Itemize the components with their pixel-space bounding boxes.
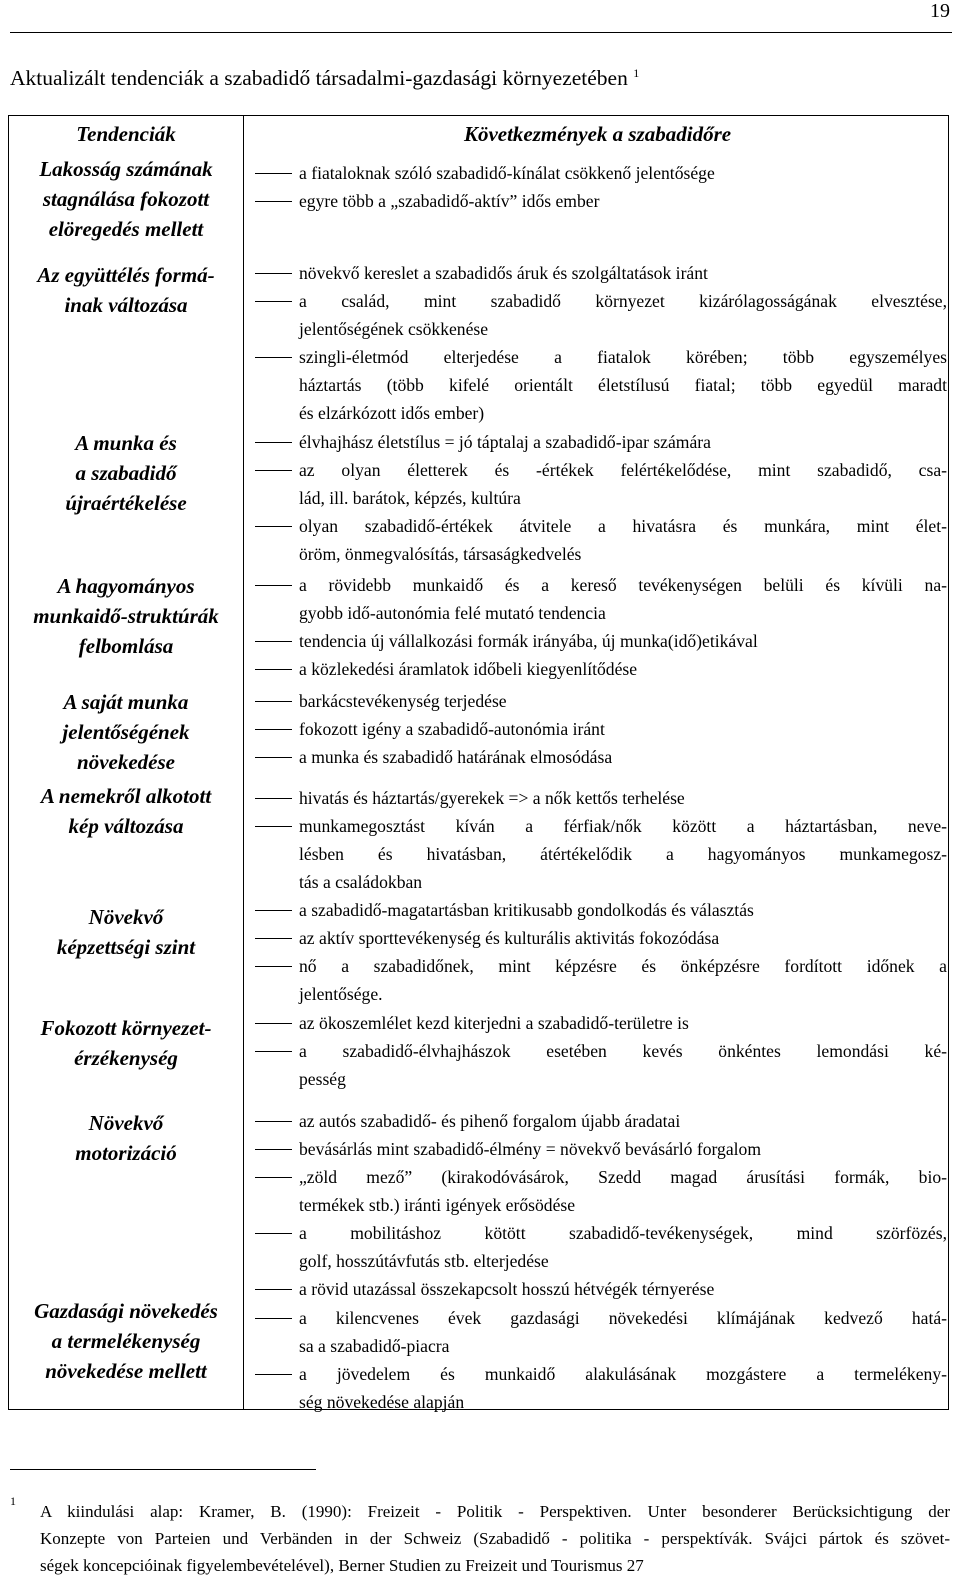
consequence-line: termékek stb.) iránti igények erősödése <box>299 1195 576 1215</box>
tendency-line: Fokozott környezet- <box>40 1016 212 1040</box>
consequence-line: golf, hosszútávfutás stb. elterjedése <box>299 1251 549 1271</box>
consequence-item <box>249 952 947 1008</box>
dash-bullet <box>255 585 292 586</box>
consequence-item <box>249 1107 947 1135</box>
consequence-line: az autós szabadidő- és pihenő forgalom újabb áradatai <box>299 1111 681 1131</box>
tendency-cell <box>9 1013 243 1073</box>
consequence-line: a szabadidő-élvhajhászok esetében kevés önkéntes lemondási ké- <box>299 1041 947 1061</box>
tendency-line: A nemekről alkotott <box>40 784 212 808</box>
consequence-item <box>249 784 947 812</box>
tendency-line: képzettségi szint <box>56 935 196 959</box>
consequence-line: pesség <box>299 1069 346 1089</box>
consequence-line: nő a szabadidőnek, mint képzésre és önképzésre fordított időnek a <box>299 956 947 976</box>
tendency-cell <box>9 1296 243 1386</box>
dash-bullet <box>255 757 292 758</box>
footnote-line: A kiindulási alap: Kramer, B. (1990): Freizeit - Politik - Perspektiven. Unter besonderer Berücksichtigung der <box>40 1502 950 1521</box>
consequence-line: a közlekedési áramlatok időbeli kiegyenlítődése <box>299 659 638 679</box>
consequence-line: a család, mint szabadidő környezet kizárólagosságának elvesztése, <box>299 291 947 311</box>
tendency-line: munkaidő-struktúrák <box>33 604 219 628</box>
header-rule <box>10 32 952 33</box>
consequence-line: tendencia új vállalkozási formák irányába, új munka(idő)etikával <box>299 631 758 651</box>
tendency-cell <box>9 428 243 518</box>
consequence-line: gyobb idő-autonómia felé mutató tendencia <box>299 603 606 623</box>
tendency-line: elöregedés mellett <box>48 217 204 241</box>
header-consequences: Következmények a szabadidőre <box>463 122 732 146</box>
consequence-line: fokozott igény a szabadidő-autonómia iránt <box>299 719 605 739</box>
consequence-line: a kilencvenes évek gazdasági növekedési klímájának kedvező hatá- <box>299 1308 947 1328</box>
tendency-cell <box>9 781 243 841</box>
dash-bullet <box>255 1374 292 1375</box>
tendency-line: motorizáció <box>75 1141 177 1165</box>
tendency-line: növekedése <box>77 750 175 774</box>
consequence-item <box>249 924 947 952</box>
dash-bullet <box>255 442 292 443</box>
tendency-line: növekedése mellett <box>45 1359 207 1383</box>
tendency-line: A hagyományos <box>57 574 195 598</box>
consequence-line: a munka és szabadidő határának elmosódása <box>299 747 613 767</box>
consequence-item <box>249 1304 947 1360</box>
tendency-cell <box>9 260 243 320</box>
consequence-line: a fiataloknak szóló szabadidő-kínálat csökkenő jelentősége <box>299 163 715 183</box>
footnote-rule <box>10 1469 316 1470</box>
consequence-line: a jövedelem és munkaidő alakulásának mozgástere a termelékeny- <box>299 1364 947 1384</box>
consequence-line: munkamegosztást kíván a férfiak/nők között a háztartásban, neve- <box>299 816 947 836</box>
consequence-item <box>249 428 947 456</box>
dash-bullet <box>255 798 292 799</box>
consequence-line: ség növekedése alapján <box>299 1392 465 1412</box>
footnote-line: Konzepte von Parteien und Verbänden in der Schweiz (Szabadidő - politika - perspektívák. Svájci pártok és szövet- <box>40 1529 950 1548</box>
consequence-line: hivatás és háztartás/gyerekek => a nők kettős terhelése <box>299 788 685 808</box>
dash-bullet <box>255 826 292 827</box>
tendency-line: Gazdasági növekedés <box>34 1299 218 1323</box>
consequence-item <box>249 627 947 655</box>
consequence-item <box>249 715 947 743</box>
dash-bullet <box>255 1149 292 1150</box>
footnote-marker: 1 <box>10 1494 16 1508</box>
consequence-item <box>249 287 947 343</box>
consequence-item <box>249 1360 947 1416</box>
dash-bullet <box>255 1318 292 1319</box>
dash-bullet <box>255 966 292 967</box>
consequence-line: a rövidebb munkaidő és a kereső tevékenységen belüli és kívüli na- <box>299 575 947 595</box>
consequence-line: jelentősége. <box>299 984 383 1004</box>
consequence-item <box>249 687 947 715</box>
tendency-line: újraértékelése <box>65 491 187 515</box>
dash-bullet <box>255 1289 292 1290</box>
footnote <box>40 1498 950 1579</box>
consequence-line: olyan szabadidő-értékek átvitele a hivatásra és munkára, mint élet- <box>299 516 947 536</box>
consequence-item <box>249 655 947 683</box>
consequence-line: tás a családokban <box>299 872 423 892</box>
consequence-line: barkácstevékenység terjedése <box>299 691 507 711</box>
dash-bullet <box>255 1051 292 1052</box>
consequence-item <box>249 159 947 187</box>
column-divider <box>243 116 244 1409</box>
consequence-item <box>249 743 947 771</box>
consequence-line: lád, ill. barátok, képzés, kultúra <box>299 488 521 508</box>
dash-bullet <box>255 273 292 274</box>
title-footnote-ref: 1 <box>633 65 640 80</box>
tendency-cell <box>9 154 243 244</box>
tendency-line: jelentőségének <box>62 720 190 744</box>
tendency-line: inak változása <box>64 293 188 317</box>
tendency-cell <box>9 687 243 777</box>
page-number: 19 <box>930 0 950 22</box>
tendency-line: kép változása <box>68 814 184 838</box>
consequence-item <box>249 896 947 924</box>
tendency-line: felbomlása <box>78 634 174 658</box>
consequence-item <box>249 571 947 627</box>
consequence-item <box>249 1163 947 1219</box>
consequence-line: háztartás (több kifelé orientált életstílusú fiatal; több egyedül maradt <box>299 375 947 395</box>
footnote-line: ségek koncepcióinak figyelembevételével), Berner Studien zu Freizeit und Tourismus 27 <box>40 1556 644 1575</box>
tendency-cell <box>9 571 243 661</box>
consequence-item <box>249 1037 947 1093</box>
header-tendencies: Tendenciák <box>76 122 176 146</box>
consequence-item <box>249 1135 947 1163</box>
tendency-line: Az együttélés formá- <box>37 263 215 287</box>
tendency-line: A munka és <box>75 431 177 455</box>
consequence-line: a mobilitáshoz kötött szabadidő-tevékenységek, mind szörfözés, <box>299 1223 947 1243</box>
consequence-line: növekvő kereslet a szabadidős áruk és szolgáltatások iránt <box>299 263 708 283</box>
tendency-line: Növekvő <box>88 905 164 929</box>
consequence-line: bevásárlás mint szabadidő-élmény = növekvő bevásárló forgalom <box>299 1139 762 1159</box>
consequence-item <box>249 343 947 427</box>
consequence-item <box>249 1275 947 1303</box>
dash-bullet <box>255 357 292 358</box>
dash-bullet <box>255 938 292 939</box>
consequence-line: a rövid utazással összekapcsolt hosszú hétvégék térnyerése <box>299 1279 715 1299</box>
consequence-line: öröm, önmegvalósítás, társaságkedvelés <box>299 544 582 564</box>
tendency-line: a termelékenység <box>51 1329 201 1353</box>
consequence-line: a szabadidő-magatartásban kritikusabb gondolkodás és választás <box>299 900 754 920</box>
dash-bullet <box>255 701 292 702</box>
tendency-line: Növekvő <box>88 1111 164 1135</box>
dash-bullet <box>255 641 292 642</box>
dash-bullet <box>255 729 292 730</box>
page-title <box>10 66 639 91</box>
consequence-line: „zöld mező” (kirakodóvásárok, Szedd magad árusítási formák, bio- <box>299 1167 947 1187</box>
consequence-item <box>249 1009 947 1037</box>
consequence-item <box>249 812 947 896</box>
consequence-item <box>249 456 947 512</box>
consequence-line: az olyan életterek és -értékek felértékelődése, mint szabadidő, csa- <box>299 460 947 480</box>
consequence-item <box>249 187 947 215</box>
consequence-line: szingli-életmód elterjedése a fiatalok körében; több egyszemélyes <box>299 347 947 367</box>
dash-bullet <box>255 1023 292 1024</box>
consequence-line: és elzárkózott idős ember) <box>299 403 485 423</box>
tendency-line: Lakosság számának <box>39 157 213 181</box>
consequence-line: jelentőségének csökkenése <box>299 319 489 339</box>
consequence-line: egyre több a „szabadidő-aktív” idős ember <box>299 191 600 211</box>
consequence-line: lésben és hivatásban, átértékelődik a hagyományos munkamegosz- <box>299 844 947 864</box>
dash-bullet <box>255 301 292 302</box>
dash-bullet <box>255 201 292 202</box>
tendency-line: stagnálása fokozott <box>42 187 210 211</box>
trends-table <box>8 115 949 1410</box>
page-title-text: Aktualizált tendenciák a szabadidő társadalmi-gazdasági környezetében <box>10 66 628 90</box>
consequence-line: az aktív sporttevékenység és kulturális aktivitás fokozódása <box>299 928 720 948</box>
dash-bullet <box>255 526 292 527</box>
dash-bullet <box>255 173 292 174</box>
consequence-line: sa a szabadidő-piacra <box>299 1336 450 1356</box>
consequence-item <box>249 1219 947 1275</box>
consequence-line: az ökoszemlélet kezd kiterjedni a szabadidő-területre is <box>299 1013 689 1033</box>
dash-bullet <box>255 1177 292 1178</box>
tendency-cell <box>9 1108 243 1168</box>
consequence-item <box>249 512 947 568</box>
dash-bullet <box>255 470 292 471</box>
tendency-cell <box>9 902 243 962</box>
dash-bullet <box>255 1121 292 1122</box>
dash-bullet <box>255 669 292 670</box>
dash-bullet <box>255 910 292 911</box>
tendency-line: A saját munka <box>63 690 189 714</box>
tendency-line: a szabadidő <box>75 461 177 485</box>
consequence-item <box>249 259 947 287</box>
tendency-line: érzékenység <box>74 1046 178 1070</box>
consequence-line: élvhajhász életstílus = jó táptalaj a szabadidő-ipar számára <box>299 432 711 452</box>
dash-bullet <box>255 1233 292 1234</box>
